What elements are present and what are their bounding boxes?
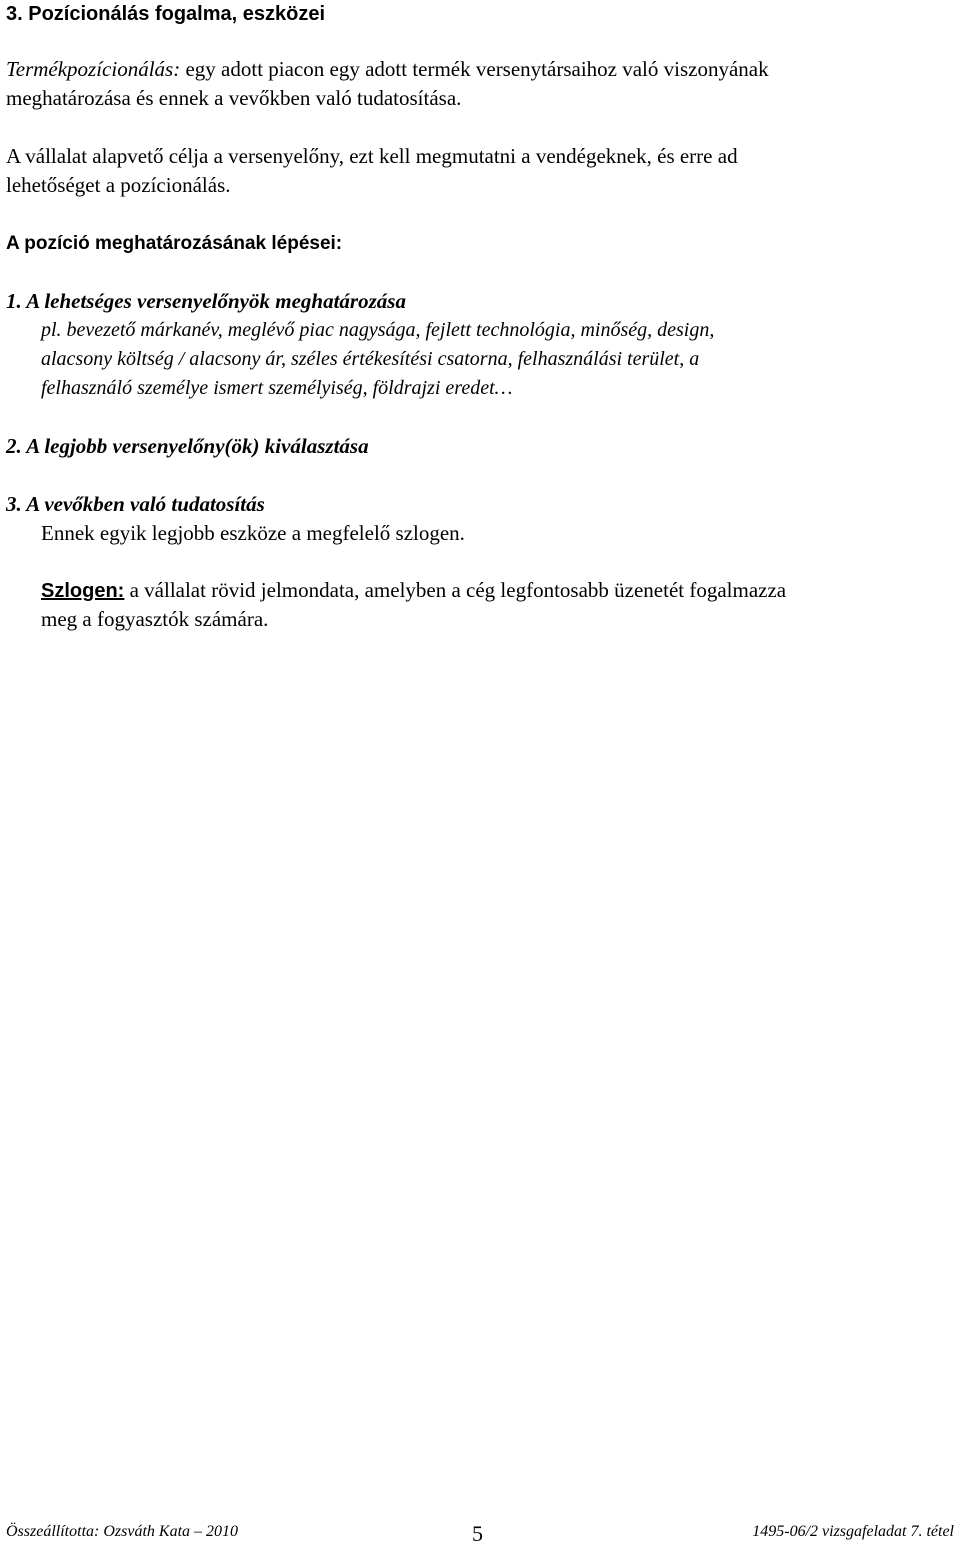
intro-line-2: lehetőséget a pozícionálás. <box>6 173 231 197</box>
slogan-line-2: meg a fogyasztók számára. <box>41 607 269 631</box>
definition-text: egy adott piacon egy adott termék versenytársaihoz való viszonyának <box>180 57 769 81</box>
definition-line-1 <box>6 55 769 84</box>
step-1-title: 1. A lehetséges versenyelőnyök meghatározása <box>6 289 406 313</box>
definition-line-2: meghatározása és ennek a vevőkben való tudatosítása. <box>6 86 462 110</box>
slogan-text: a vállalat rövid jelmondata, amelyben a cég legfontosabb üzenetét fogalmazza <box>124 578 787 602</box>
step-1-line-2: alacsony költség / alacsony ár, széles értékesítési csatorna, felhasználási terület, a <box>41 348 700 370</box>
slogan-line-1 <box>41 576 786 606</box>
footer-exam-id: 1495-06/2 vizsgafeladat 7. tétel <box>752 1523 954 1540</box>
step-1-line-3: felhasználó személye ismert személyiség, földrajzi eredet… <box>41 377 513 399</box>
step-3-title: 3. A vevőkben való tudatosítás <box>6 492 265 516</box>
page-heading: 3. Pozícionálás fogalma, eszközei <box>6 3 326 25</box>
steps-title: A pozíció meghatározásának lépései: <box>6 233 343 254</box>
step-2-title: 2. A legjobb versenyelőny(ök) kiválasztása <box>6 434 369 458</box>
footer-author: Összeállította: Ozsváth Kata – 2010 <box>6 1523 239 1540</box>
step-1-line-1: pl. bevezető márkanév, meglévő piac nagysága, fejlett technológia, minőség, design, <box>41 319 715 341</box>
step-3-line-1: Ennek egyik legjobb eszköze a megfelelő szlogen. <box>41 521 465 545</box>
page-number: 5 <box>472 1521 483 1546</box>
definition-term: Termékpozícionálás: <box>6 57 181 81</box>
slogan-term: Szlogen: <box>41 580 125 602</box>
intro-line-1: A vállalat alapvető célja a versenyelőny, ezt kell megmutatni a vendégeknek, és erre ad <box>6 144 738 168</box>
